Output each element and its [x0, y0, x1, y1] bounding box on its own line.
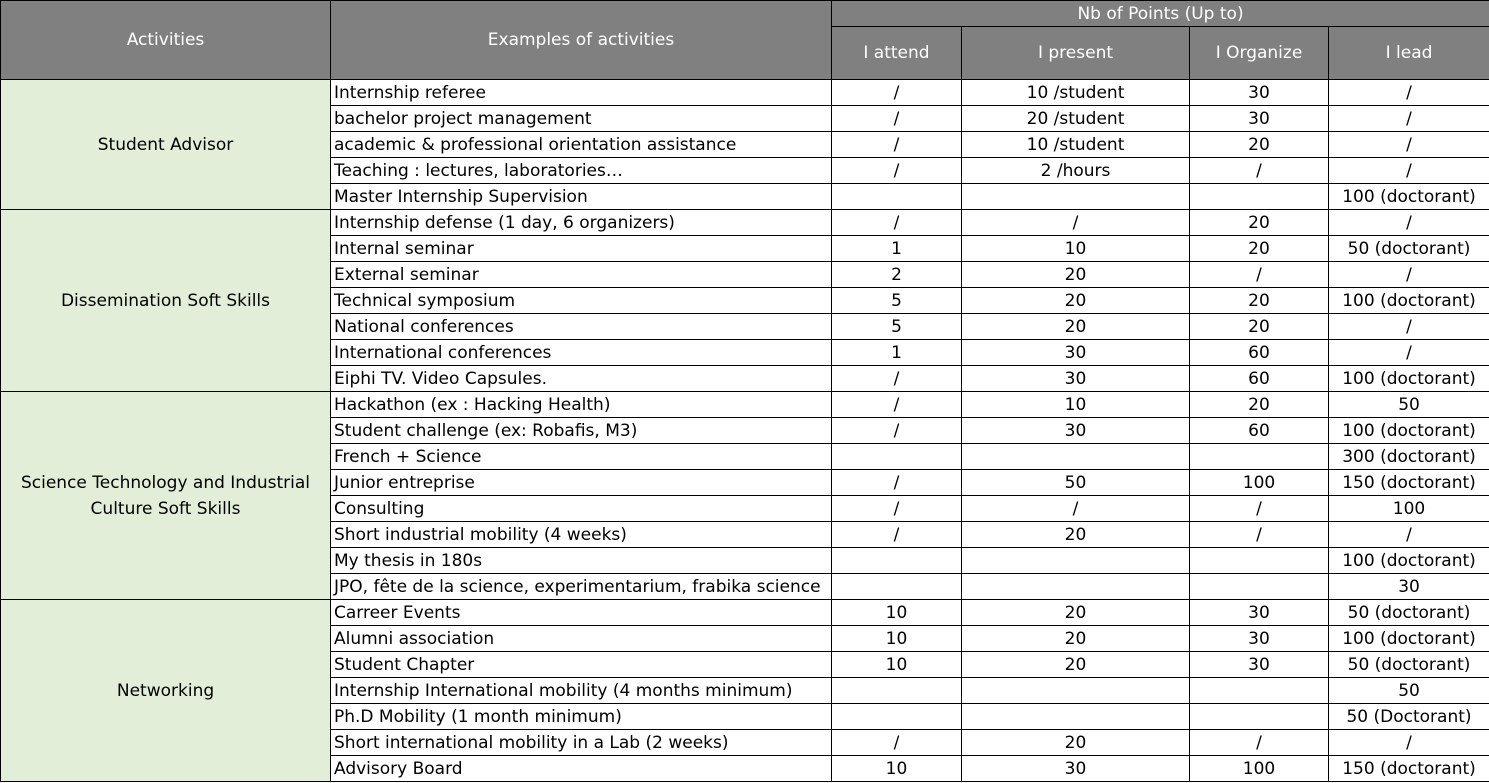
points-lead-cell: 100 (doctorant) [1329, 366, 1489, 392]
points-attend-cell: / [832, 418, 962, 444]
points-organize-cell: 20 [1190, 132, 1329, 158]
points-attend-cell: / [832, 470, 962, 496]
example-activity-cell: Hackathon (ex : Hacking Health) [331, 392, 832, 418]
points-attend-cell: 10 [832, 756, 962, 782]
points-attend-cell: 2 [832, 262, 962, 288]
points-lead-cell: / [1329, 80, 1489, 106]
points-lead-cell: 50 (doctorant) [1329, 600, 1489, 626]
example-activity-cell: bachelor project management [331, 106, 832, 132]
example-activity-cell: Internship defense (1 day, 6 organizers) [331, 210, 832, 236]
points-lead-cell: / [1329, 158, 1489, 184]
points-attend-cell [832, 704, 962, 730]
points-organize-cell [1190, 444, 1329, 470]
example-activity-cell: academic & professional orientation assistance [331, 132, 832, 158]
points-attend-cell: 1 [832, 340, 962, 366]
points-present-cell: 20 [962, 314, 1190, 340]
points-organize-cell: / [1190, 496, 1329, 522]
points-lead-cell: / [1329, 522, 1489, 548]
points-organize-cell: 20 [1190, 314, 1329, 340]
points-organize-cell: 100 [1190, 470, 1329, 496]
points-organize-cell: 30 [1190, 626, 1329, 652]
points-present-cell: 30 [962, 366, 1190, 392]
example-activity-cell: Carreer Events [331, 600, 832, 626]
points-attend-cell: / [832, 366, 962, 392]
header-i-attend: I attend [832, 27, 962, 80]
points-lead-cell: 300 (doctorant) [1329, 444, 1489, 470]
example-activity-cell: International conferences [331, 340, 832, 366]
points-lead-cell: 100 (doctorant) [1329, 418, 1489, 444]
points-organize-cell: 30 [1190, 600, 1329, 626]
example-activity-cell: Master Internship Supervision [331, 184, 832, 210]
points-organize-cell: 60 [1190, 366, 1329, 392]
points-organize-cell: / [1190, 158, 1329, 184]
example-activity-cell: Internship referee [331, 80, 832, 106]
points-present-cell: 30 [962, 756, 1190, 782]
header-i-organize: I Organize [1190, 27, 1329, 80]
points-present-cell [962, 444, 1190, 470]
points-organize-cell [1190, 574, 1329, 600]
table-body [1, 80, 1489, 782]
points-organize-cell: 30 [1190, 106, 1329, 132]
points-lead-cell: / [1329, 210, 1489, 236]
example-activity-cell: Teaching : lectures, laboratories… [331, 158, 832, 184]
points-present-cell: 2 /hours [962, 158, 1190, 184]
points-attend-cell: / [832, 496, 962, 522]
points-present-cell [962, 184, 1190, 210]
example-activity-cell: Junior entreprise [331, 470, 832, 496]
points-organize-cell [1190, 704, 1329, 730]
points-present-cell [962, 704, 1190, 730]
example-activity-cell: National conferences [331, 314, 832, 340]
points-organize-cell: 20 [1190, 288, 1329, 314]
points-organize-cell: / [1190, 522, 1329, 548]
points-attend-cell: / [832, 730, 962, 756]
points-organize-cell [1190, 678, 1329, 704]
points-present-cell: 30 [962, 340, 1190, 366]
points-lead-cell: 100 (doctorant) [1329, 184, 1489, 210]
points-present-cell: 20 [962, 626, 1190, 652]
example-activity-cell: Ph.D Mobility (1 month minimum) [331, 704, 832, 730]
points-lead-cell: / [1329, 730, 1489, 756]
points-lead-cell: 50 (doctorant) [1329, 236, 1489, 262]
header-i-lead: I lead [1329, 27, 1489, 80]
header-i-present: I present [962, 27, 1190, 80]
example-activity-cell: Internal seminar [331, 236, 832, 262]
table-row [1, 210, 1489, 236]
points-lead-cell: / [1329, 314, 1489, 340]
activity-group-cell: Science Technology and Industrial Culture Soft Skills [1, 392, 331, 600]
points-organize-cell: 60 [1190, 418, 1329, 444]
table-header [1, 1, 1489, 80]
points-present-cell: 20 [962, 522, 1190, 548]
points-present-cell: 10 [962, 392, 1190, 418]
points-organize-cell: 20 [1190, 236, 1329, 262]
points-present-cell: 20 [962, 600, 1190, 626]
points-present-cell: / [962, 210, 1190, 236]
example-activity-cell: Technical symposium [331, 288, 832, 314]
example-activity-cell: Consulting [331, 496, 832, 522]
points-organize-cell: 60 [1190, 340, 1329, 366]
points-attend-cell [832, 574, 962, 600]
points-attend-cell [832, 444, 962, 470]
points-lead-cell: / [1329, 340, 1489, 366]
points-attend-cell: 5 [832, 288, 962, 314]
points-present-cell: 50 [962, 470, 1190, 496]
points-attend-cell: / [832, 80, 962, 106]
points-lead-cell: 100 (doctorant) [1329, 548, 1489, 574]
example-activity-cell: My thesis in 180s [331, 548, 832, 574]
example-activity-cell: External seminar [331, 262, 832, 288]
points-lead-cell: / [1329, 106, 1489, 132]
table-row [1, 80, 1489, 106]
example-activity-cell: Eiphi TV. Video Capsules. [331, 366, 832, 392]
points-present-cell: 10 /student [962, 80, 1190, 106]
points-present-cell [962, 548, 1190, 574]
points-organize-cell: 20 [1190, 210, 1329, 236]
points-organize-cell: 30 [1190, 80, 1329, 106]
example-activity-cell: Student Chapter [331, 652, 832, 678]
points-present-cell: 20 [962, 652, 1190, 678]
points-organize-cell [1190, 184, 1329, 210]
points-lead-cell: 100 [1329, 496, 1489, 522]
example-activity-cell: Internship International mobility (4 months minimum) [331, 678, 832, 704]
example-activity-cell: Advisory Board [331, 756, 832, 782]
points-attend-cell [832, 184, 962, 210]
points-organize-cell: 100 [1190, 756, 1329, 782]
points-attend-cell [832, 548, 962, 574]
points-lead-cell: 100 (doctorant) [1329, 288, 1489, 314]
points-organize-cell: / [1190, 730, 1329, 756]
points-lead-cell: 150 (doctorant) [1329, 756, 1489, 782]
points-lead-cell: 100 (doctorant) [1329, 626, 1489, 652]
points-attend-cell: / [832, 132, 962, 158]
points-attend-cell: 10 [832, 626, 962, 652]
points-organize-cell: 20 [1190, 392, 1329, 418]
points-attend-cell: / [832, 106, 962, 132]
example-activity-cell: Short industrial mobility (4 weeks) [331, 522, 832, 548]
points-organize-cell [1190, 548, 1329, 574]
example-activity-cell: JPO, fête de la science, experimentarium, frabika science [331, 574, 832, 600]
points-attend-cell [832, 678, 962, 704]
points-attend-cell: 5 [832, 314, 962, 340]
points-lead-cell: 50 (Doctorant) [1329, 704, 1489, 730]
points-attend-cell: 10 [832, 652, 962, 678]
example-activity-cell: Alumni association [331, 626, 832, 652]
points-attend-cell: / [832, 522, 962, 548]
points-attend-cell: / [832, 210, 962, 236]
points-lead-cell: 50 [1329, 392, 1489, 418]
points-present-cell: 30 [962, 418, 1190, 444]
header-examples: Examples of activities [331, 1, 832, 80]
points-lead-cell: 150 (doctorant) [1329, 470, 1489, 496]
points-present-cell: / [962, 496, 1190, 522]
activity-group-cell: Dissemination Soft Skills [1, 210, 331, 392]
points-present-cell: 20 /student [962, 106, 1190, 132]
points-organize-cell: / [1190, 262, 1329, 288]
points-attend-cell: / [832, 158, 962, 184]
points-organize-cell: 30 [1190, 652, 1329, 678]
example-activity-cell: French + Science [331, 444, 832, 470]
points-present-cell: 10 /student [962, 132, 1190, 158]
header-points-title: Nb of Points (Up to) [832, 1, 1489, 27]
points-attend-cell: 10 [832, 600, 962, 626]
points-present-cell [962, 678, 1190, 704]
activity-group-cell: Networking [1, 600, 331, 782]
example-activity-cell: Student challenge (ex: Robafis, M3) [331, 418, 832, 444]
activity-group-cell: Student Advisor [1, 80, 331, 210]
points-lead-cell: 50 [1329, 678, 1489, 704]
points-attend-cell: / [832, 392, 962, 418]
points-present-cell: 20 [962, 730, 1190, 756]
points-lead-cell: 30 [1329, 574, 1489, 600]
points-present-cell [962, 574, 1190, 600]
points-present-cell: 20 [962, 288, 1190, 314]
points-lead-cell: / [1329, 132, 1489, 158]
table-row [1, 600, 1489, 626]
table-row [1, 392, 1489, 418]
points-lead-cell: 50 (doctorant) [1329, 652, 1489, 678]
points-present-cell: 10 [962, 236, 1190, 262]
points-present-cell: 20 [962, 262, 1190, 288]
points-attend-cell: 1 [832, 236, 962, 262]
header-activities: Activities [1, 1, 331, 80]
example-activity-cell: Short international mobility in a Lab (2 weeks) [331, 730, 832, 756]
points-lead-cell: / [1329, 262, 1489, 288]
